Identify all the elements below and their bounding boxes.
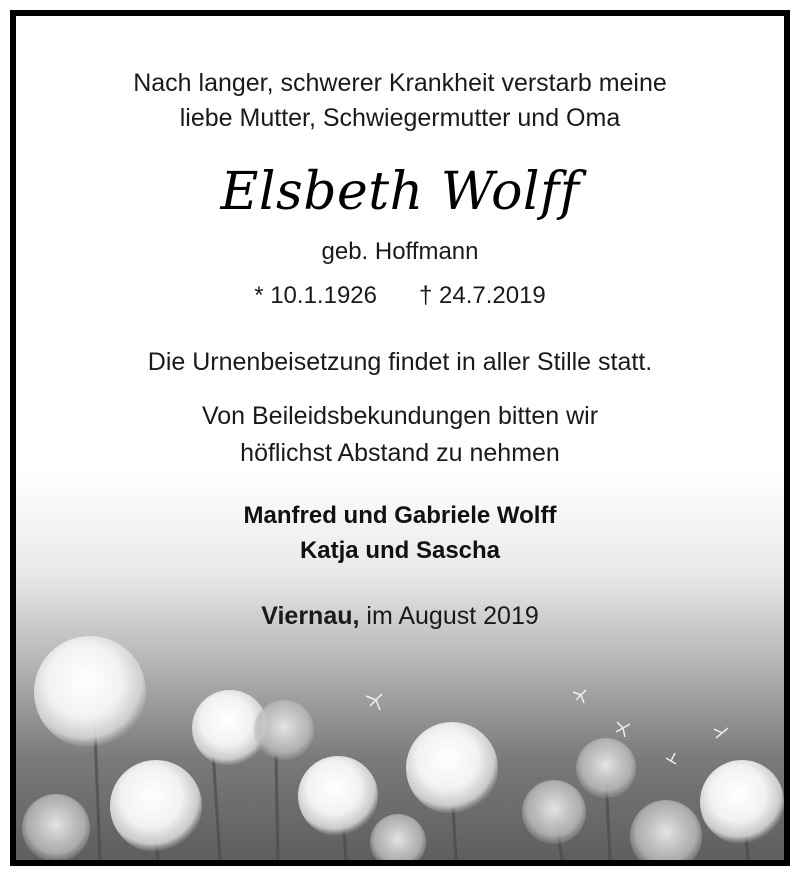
place-and-date	[16, 602, 784, 631]
intro-line: liebe Mutter, Schwiegermutter und Oma	[179, 104, 621, 132]
place-name: Viernau,	[261, 602, 360, 630]
mourner-line: Katja und Sascha	[299, 537, 501, 564]
mourners	[16, 498, 784, 568]
deceased-name: Elsbeth Wolff	[220, 162, 580, 222]
urn-notice: Die Urnenbeisetzung findet in aller Stille statt.	[147, 348, 653, 376]
intro-text	[16, 66, 784, 136]
maiden-name: geb. Hoffmann	[321, 238, 479, 265]
life-dates	[16, 282, 784, 310]
intro-line: Nach langer, schwerer Krankheit verstarb meine	[133, 69, 667, 97]
notice-date: im August 2019	[366, 602, 539, 630]
mourner-line: Manfred und Gabriele Wolff	[243, 502, 557, 529]
condolence-request	[16, 398, 784, 472]
death-date: † 24.7.2019	[418, 282, 546, 309]
condolence-line: Von Beileidsbekundungen bitten wir	[201, 402, 599, 430]
notice-text	[16, 16, 784, 860]
obituary-notice	[10, 10, 790, 866]
birth-date: * 10.1.1926	[254, 282, 377, 309]
condolence-line: höflichst Abstand zu nehmen	[240, 439, 560, 467]
